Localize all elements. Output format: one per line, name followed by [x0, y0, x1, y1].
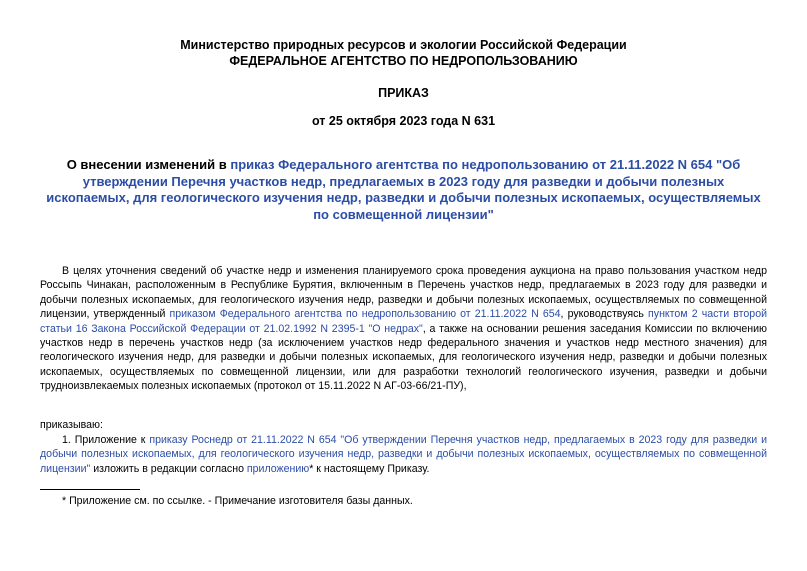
- document-date-number: от 25 октября 2023 года N 631: [311, 114, 496, 128]
- preamble-text-2: , руководствуясь: [560, 308, 649, 321]
- item-1-paragraph: [40, 433, 767, 476]
- order-word: приказываю:: [40, 419, 103, 431]
- title-order-link[interactable]: приказ Федерального агентства по недропользованию от 21.11.2022 N 654 "Об утверждении Перечня участков недр, предлагаемых в 2023 году для разведки и добычи полезных ископаемых, для геологического изучения недр, разведки и добычи полезных ископаемых, осуществляемых по совмещенной лицензии": [46, 157, 761, 222]
- preamble-text-3: , а также на основании решения заседания Комиссии по включению участков недр в перечень участков недр (за исключением участков недр федерального значения и участков недр местного значения) для геологического изучения недр, для разведки и добычи полезных ископаемых, для геологического изучения недр, разведки и добычи полезных ископаемых, осуществляемых по совмещенной лицензии, или для разработки технологий геологического изучения, разведки и добычи трудноизвлекаемых полезных ископаемых (протокол от 15.11.2022 N АГ-03-66/21-ПУ),: [40, 322, 767, 393]
- title-prefix: О внесении изменений в: [66, 157, 231, 172]
- rosnedra-order-link[interactable]: приказу Роснедр от 21.11.2022 N 654 "Об утверждении Перечня участков недр, предлагаемых в 2023 году для разведки и добычи полезных ископаемых, для геологического изучения недр, разведки и добычи полезных ископаемых, осуществляемых по совмещенной лицензии": [40, 434, 767, 475]
- item-1-text-1: 1. Приложение к: [62, 434, 150, 446]
- item-1-text-3: * к настоящему Приказу.: [309, 462, 430, 475]
- document-type: ПРИКАЗ: [378, 86, 429, 100]
- preamble-text-1: В целях уточнения сведений об участке недр и изменения планируемого срока проведения аукциона на право пользования участком недр Россыпь Чинакан, расположенным в Республике Бурятия, включенным в Перечень участков недр, предлагаемых в 2023 году для разведки и добычи полезных ископаемых, для геологического изучения недр, разведки и добычи полезных ископаемых, осуществляемых по совмещенной лицензии, утвержденный: [40, 265, 767, 321]
- item-1-text-2: изложить в редакции согласно: [90, 462, 247, 475]
- footnote-divider: [40, 489, 140, 490]
- document-title: [40, 157, 767, 223]
- footnote: * Приложение см. по ссылке. - Примечание изготовителя базы данных.: [62, 495, 413, 507]
- ministry-name: Министерство природных ресурсов и экологии Российской Федерации: [180, 38, 627, 52]
- subsoil-law-link[interactable]: пунктом 2 части второй статьи 16 Закона Российской Федерации от 21.02.1992 N 2395-1 "О недрах": [40, 308, 768, 335]
- preamble-paragraph: [40, 264, 767, 394]
- order-654-link[interactable]: приказом Федерального агентства по недропользованию от 21.11.2022 N 654: [169, 308, 561, 321]
- agency-name: ФЕДЕРАЛЬНОЕ АГЕНТСТВО ПО НЕДРОПОЛЬЗОВАНИЮ: [229, 54, 578, 68]
- appendix-link[interactable]: приложению: [246, 462, 310, 475]
